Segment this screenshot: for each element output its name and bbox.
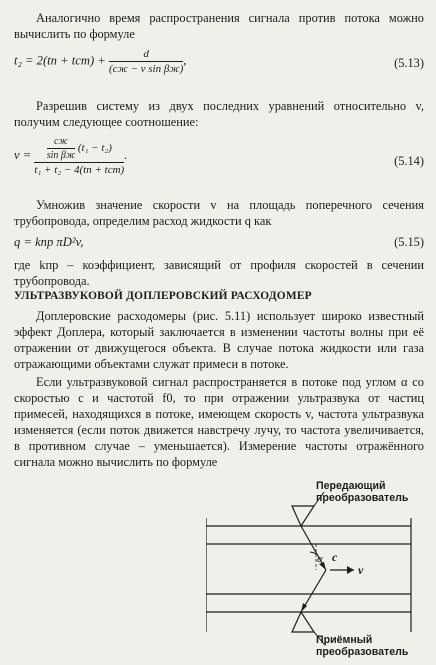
eq-5-14-denominator: t₁ + t₂ − 4(tп + tст) [34, 164, 125, 176]
equation-5-13 [14, 48, 424, 88]
eq-5-15-body: q = kпр πD²v, [14, 235, 84, 249]
transmitter-label [316, 480, 408, 504]
paragraph-coefficient-note: где kпр – коэффициент, зависящий от профиля скоростей в сечении трубопровода. [14, 258, 424, 288]
eq-5-13-tail: , [183, 53, 187, 68]
paragraph-upstream-time: Аналогично время распространения сигнала против потока можно вычислить по формуле [14, 11, 424, 41]
eq-5-13-lhs: t₂ = 2(tп + tст) + [14, 53, 106, 68]
paragraph-doppler-intro: Доплеровские расходомеры (рис. 5.11) использует широко известный эффект Доплера, который заключается в изменении частоты волны при её отражении от движущегося объекта. В случае потока жидкости или газа отражающими объектами служат примеси в потоке. [14, 309, 424, 371]
receiver-transducer [292, 612, 314, 632]
paragraph-doppler-frequency: Если ультразвуковой сигнал распространяется в потоке под углом α со скоростью c и частотой f0, то при отражении ультразвука от частиц примесей, находящихся в потоке, имеющем скорость v, частота ультразвука изменяется (если поток движется навстречу лучу, то частота увеличивается, в противном случае – уменьшается). Измерение частоты отражённого сигнала можно вычислить по формуле [14, 375, 424, 469]
transmitter-label-line1: Передающий [316, 480, 386, 492]
alpha-symbol: α [317, 553, 323, 565]
eq-5-14-num-tail: (t₁ − t₂) [77, 142, 112, 155]
c-symbol: c [332, 550, 338, 564]
paragraph-system-solution: Разрешив систему из двух последних уравнений относительно v, получим следующее соотношение: [14, 99, 424, 129]
v-symbol: v [358, 563, 364, 577]
velocity-arrowhead [347, 566, 354, 574]
eq-5-14-numerator [34, 136, 124, 163]
eq-5-14-inner-den: sin βж [46, 150, 76, 161]
transmitter-transducer [292, 506, 314, 526]
eq-5-14-fraction [34, 136, 124, 176]
eq-5-13-denominator: (cж − v sin βж) [108, 63, 184, 75]
angle-arc [310, 552, 316, 554]
equation-5-14 [14, 136, 424, 186]
transmitter-label-line2: преобразователь [316, 492, 409, 504]
doppler-flowmeter-figure [206, 482, 424, 665]
equation-5-15 [14, 235, 424, 253]
eq-5-14-inner-fraction [47, 136, 75, 161]
equation-number-5-15: (5.15) [394, 235, 424, 249]
receiver-label [316, 634, 408, 658]
eq-5-14-lhs: v = [14, 147, 32, 162]
equation-number-5-13: (5.13) [394, 56, 424, 70]
equation-number-5-14: (5.14) [394, 154, 424, 168]
eq-5-13-numerator: d [109, 48, 183, 62]
receiver-label-line2: преобразователь [316, 646, 409, 658]
section-heading: УЛЬТРАЗВУКОВОЙ ДОПЛЕРОВСКИЙ РАСХОДОМЕР [14, 290, 312, 302]
eq-5-14-inner-num: cж [47, 136, 75, 149]
eq-5-13-fraction [109, 48, 183, 75]
eq-5-14-tail: . [124, 147, 128, 162]
paragraph-flow-rate: Умножив значение скорости v на площадь поперечного сечения трубопровода, определим расход жидкости q как [14, 198, 424, 228]
receiver-label-line1: Приёмный [316, 634, 373, 646]
